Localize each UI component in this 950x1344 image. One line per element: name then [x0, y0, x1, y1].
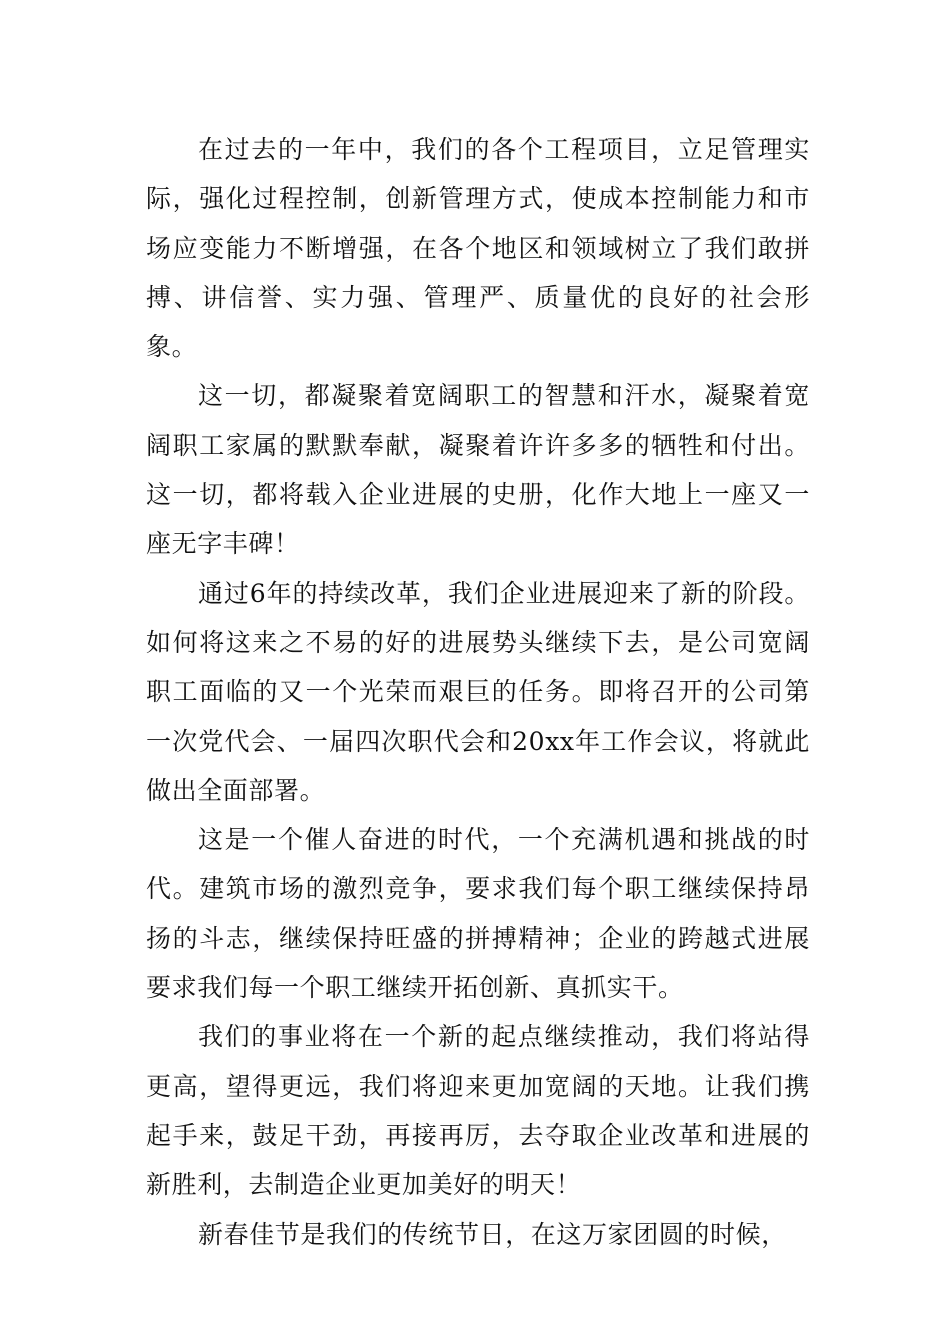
paragraph-1: 在过去的一年中，我们的各个工程项目，立足管理实际，强化过程控制，创新管理方式，使成本控制能力和市场应变能力不断增强，在各个地区和领域树立了我们敢拼搏、讲信誉、实力强、管理严、质量优的良好的社会形象。: [146, 135, 810, 362]
document-body: [146, 125, 810, 1259]
paragraph-6: 新春佳节是我们的传统节日，在这万家团圆的时候，: [198, 1219, 787, 1249]
paragraph-5: 我们的事业将在一个新的起点继续推动，我们将站得更高，望得更远，我们将迎来更加宽阔的天地。让我们携起手来，鼓足干劲，再接再厉，去夺取企业改革和进展的新胜利，去制造企业更加美好的明天！: [146, 1022, 810, 1200]
paragraph-2: 这一切，都凝聚着宽阔职工的智慧和汗水，凝聚着宽阔职工家属的默默奉献，凝聚着许许多多的牺牲和付出。这一切，都将载入企业进展的史册，化作大地上一座又一座无字丰碑！: [146, 381, 810, 559]
paragraph-3: 通过6年的持续改革，我们企业进展迎来了新的阶段。如何将这来之不易的好的进展势头继续下去，是公司宽阔职工面临的又一个光荣而艰巨的任务。即将召开的公司第一次党代会、一届四次职代会和20xx年工作会议，将就此做出全面部署。: [146, 578, 810, 805]
paragraph-4: 这是一个催人奋进的时代，一个充满机遇和挑战的时代。建筑市场的激烈竞争，要求我们每个职工继续保持昂扬的斗志，继续保持旺盛的拼搏精神；企业的跨越式进展要求我们每一个职工继续开拓创新、真抓实干。: [146, 825, 810, 1003]
